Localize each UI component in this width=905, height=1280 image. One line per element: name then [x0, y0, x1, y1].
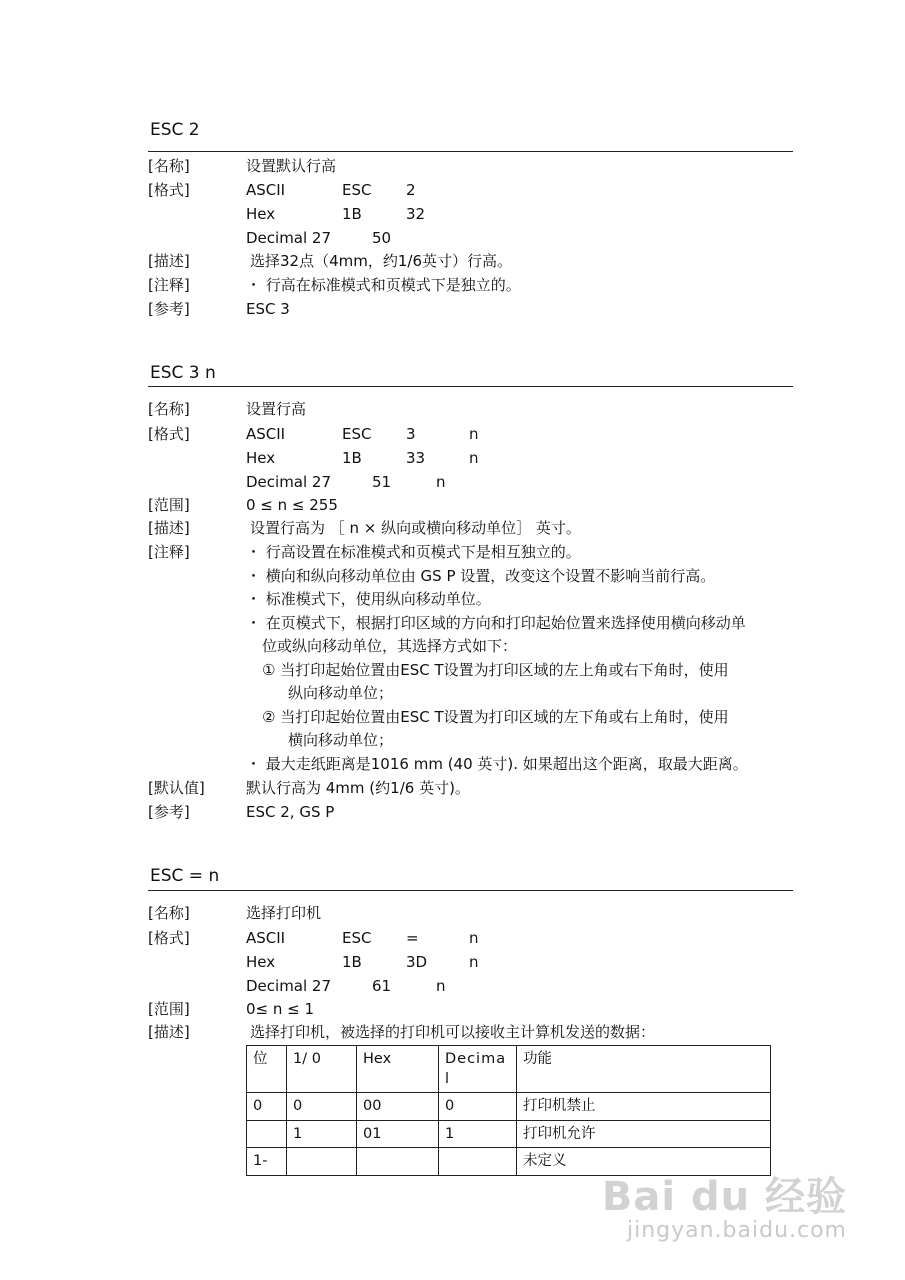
- format-decimal-2: n: [436, 977, 446, 995]
- description: 选择打印机，被选择的打印机可以接收主计算机发送的数据：: [250, 1023, 656, 1041]
- table-header-row: [247, 1046, 771, 1093]
- note-line: ・ 标准模式下，使用纵向移动单位。: [246, 590, 491, 608]
- section-rule: [148, 386, 793, 387]
- section-rule: [148, 890, 793, 891]
- range-label: [范围]: [148, 496, 190, 514]
- note-line: ① 当打印起始位置由ESC T设置为打印区域的左上角或右下角时，使用: [262, 661, 729, 679]
- table-cell: [357, 1148, 439, 1176]
- table-cell: 1: [439, 1120, 517, 1148]
- format-ascii-2: =: [406, 929, 419, 947]
- table-cell: 1: [287, 1120, 357, 1148]
- table-cell: 01: [357, 1120, 439, 1148]
- note-line: ・ 横向和纵向移动单位由 GS P 设置，改变这个设置不影响当前行高。: [246, 567, 716, 585]
- format-ascii-2: 2: [406, 181, 416, 199]
- format-ascii: ASCII: [246, 181, 286, 199]
- section-title-esc3: ESC 3 n: [150, 363, 216, 383]
- format-hex-1: 1B: [342, 953, 362, 971]
- description: 设置行高为 ［ n × 纵向或横向移动单位］ 英寸。: [250, 519, 581, 537]
- format-ascii-3: n: [469, 425, 479, 443]
- format-ascii-1: ESC: [342, 425, 372, 443]
- note-line: 横向移动单位；: [288, 731, 394, 749]
- note-line: 位或纵向移动单位，其选择方式如下：: [262, 637, 518, 655]
- desc-label: [描述]: [148, 519, 190, 537]
- table-row: [247, 1093, 771, 1121]
- format-hex: Hex: [246, 953, 276, 971]
- note-line: 纵向移动单位；: [288, 684, 394, 702]
- table-header-cell: 1/ 0: [287, 1046, 357, 1093]
- format-ascii-1: ESC: [342, 929, 372, 947]
- table-cell: [439, 1148, 517, 1176]
- desc-label: [描述]: [148, 252, 190, 270]
- baidu-watermark-url: jingyan.baidu.com: [626, 1218, 847, 1243]
- format-decimal-1: 61: [372, 977, 392, 995]
- table-cell: 00: [357, 1093, 439, 1121]
- table-cell: 未定义: [517, 1148, 771, 1176]
- range-label: [范围]: [148, 1000, 190, 1018]
- table-cell: 0: [247, 1093, 287, 1121]
- reference: ESC 3: [246, 300, 290, 318]
- note-line: ・ 行高设置在标准模式和页模式下是相互独立的。: [246, 543, 581, 561]
- note: ・ 行高在标准模式和页模式下是独立的。: [246, 276, 521, 294]
- format-ascii-1: ESC: [342, 181, 372, 199]
- note-label: [注释]: [148, 276, 190, 294]
- baidu-watermark-logo: Bai du 经验: [601, 1174, 847, 1220]
- table-cell: 0: [287, 1093, 357, 1121]
- range: 0≤ n ≤ 1: [246, 1000, 315, 1018]
- format-hex-2: 3D: [406, 953, 428, 971]
- format-ascii-2: 3: [406, 425, 416, 443]
- name-label: [名称]: [148, 400, 190, 418]
- default-value: 默认行高为 4mm (约1/6 英寸)。: [246, 779, 470, 797]
- format-hex-2: 33: [406, 449, 426, 467]
- table-header-cell: Hex: [357, 1046, 439, 1093]
- table-row: [247, 1120, 771, 1148]
- table-cell: 打印机允许: [517, 1120, 771, 1148]
- command-name: 设置行高: [246, 400, 307, 418]
- command-name: 选择打印机: [246, 904, 322, 922]
- table-cell: 1-: [247, 1148, 287, 1176]
- range: 0 ≤ n ≤ 255: [246, 496, 338, 514]
- section-title-esc-eq: ESC = n: [150, 866, 220, 886]
- format-hex: Hex: [246, 449, 276, 467]
- note-line: ② 当打印起始位置由ESC T设置为打印区域的左下角或右上角时，使用: [262, 708, 729, 726]
- format-hex-3: n: [469, 953, 479, 971]
- command-name: 设置默认行高: [246, 157, 337, 175]
- default-label: [默认值]: [148, 779, 205, 797]
- format-hex-1: 1B: [342, 449, 362, 467]
- reference: ESC 2, GS P: [246, 803, 335, 821]
- format-label: [格式]: [148, 425, 190, 443]
- table-cell: 打印机禁止: [517, 1093, 771, 1121]
- format-hex-2: 32: [406, 205, 426, 223]
- format-ascii-3: n: [469, 929, 479, 947]
- name-label: [名称]: [148, 904, 190, 922]
- description: 选择32点（4mm，约1/6英寸）行高。: [250, 252, 512, 270]
- name-label: [名称]: [148, 157, 190, 175]
- format-decimal: Decimal 27: [246, 473, 332, 491]
- section-title-esc2: ESC 2: [150, 120, 200, 140]
- format-hex: Hex: [246, 205, 276, 223]
- format-label: [格式]: [148, 181, 190, 199]
- note-line: ・ 最大走纸距离是1016 mm (40 英寸). 如果超出这个距离，取最大距离。: [246, 755, 748, 773]
- section-rule: [148, 151, 793, 152]
- ref-label: [参考]: [148, 300, 190, 318]
- format-hex-3: n: [469, 449, 479, 467]
- format-decimal-2: n: [436, 473, 446, 491]
- format-decimal: Decimal 27: [246, 977, 332, 995]
- format-label: [格式]: [148, 929, 190, 947]
- table-header-cell: Decima l: [439, 1046, 517, 1093]
- note-label: [注释]: [148, 543, 190, 561]
- table-cell: [247, 1120, 287, 1148]
- function-table: [246, 1045, 771, 1176]
- ref-label: [参考]: [148, 803, 190, 821]
- desc-label: [描述]: [148, 1023, 190, 1041]
- format-hex-1: 1B: [342, 205, 362, 223]
- format-decimal: Decimal 27: [246, 229, 332, 247]
- format-ascii: ASCII: [246, 425, 286, 443]
- note-line: ・ 在页模式下，根据打印区域的方向和打印起始位置来选择使用横向移动单: [246, 614, 746, 632]
- format-decimal-1: 51: [372, 473, 392, 491]
- table-header-cell: 功能: [517, 1046, 771, 1093]
- table-cell: 0: [439, 1093, 517, 1121]
- table-cell: [287, 1148, 357, 1176]
- format-ascii: ASCII: [246, 929, 286, 947]
- table-header-cell: 位: [247, 1046, 287, 1093]
- format-decimal-1: 50: [372, 229, 392, 247]
